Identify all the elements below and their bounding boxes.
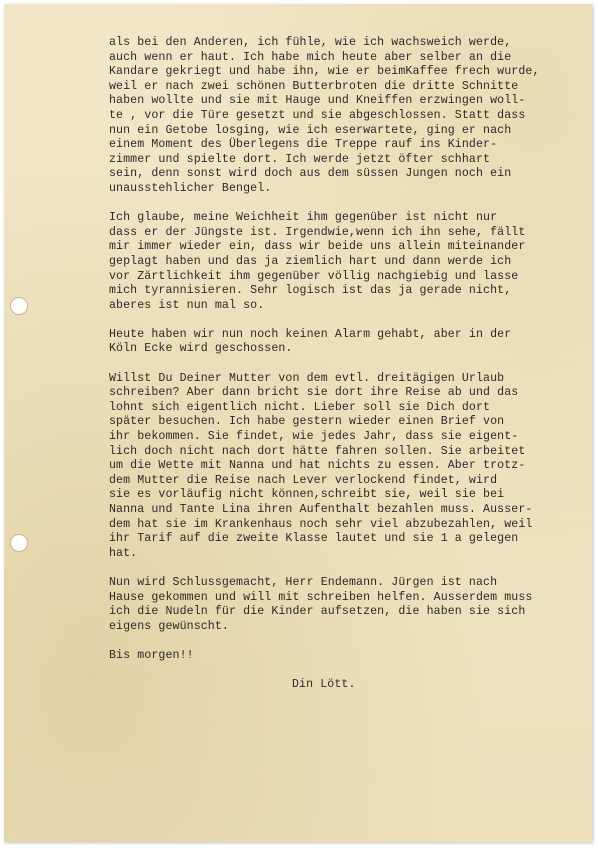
text-line: Nun wird Schlussgemacht, Herr Endemann. Jürgen ist nach [109,575,498,589]
paragraph-gap [109,357,564,372]
text-line: Kandare gekriegt und habe ihn, wie er beimKaffee frech wurde, [109,65,540,79]
text-line: mich tyrannisieren. Sehr logisch ist das ja gerade nicht, [109,284,512,298]
text-line: lich doch nicht nach dort hätte fahren sollen. Sie arbeitet [109,444,526,458]
text-line: dem hat sie im Krankenhaus noch sehr viel abzubezahlen, weil [109,517,533,531]
text-line: Köln Ecke wird geschossen. [109,342,293,356]
signature: Din Lött. [292,678,356,692]
text-line: ihr bekommen. Sie findet, wie jedes Jahr, dass sie eigent- [109,430,519,444]
paragraph-gap [109,561,564,576]
text-line: te , vor die Türe gesetzt und sie abgeschlossen. Statt dass [109,108,526,122]
text-line: mir immer wieder ein, dass wir beide uns allein miteinander [109,240,526,254]
text-line: haben wollte und sie mit Hauge und Kneiffen erzwingen woll- [109,94,526,108]
paragraph-3 [109,328,564,357]
text-line: ich die Nudeln für die Kinder aufsetzen, die haben sie sich [109,605,526,619]
paragraph-5 [109,576,564,634]
text-line: sie es vorläufig nicht können,schreibt sie, weil sie bei [109,488,505,502]
text-line: aberes ist nun mal so. [109,298,265,312]
letter-page [4,4,592,842]
letter-body [109,36,564,693]
text-line: später besuchen. Ich habe gestern wieder einen Brief von [109,415,505,429]
text-line: Heute haben wir nun noch keinen Alarm gehabt, aber in der [109,327,512,341]
text-line: dem Mutter die Reise nach Lever verlockend findet, wird [109,473,498,487]
text-line: hat. [109,546,138,560]
text-line: Willst Du Deiner Mutter von dem evtl. dreitägigen Urlaub [109,371,505,385]
text-line: einem Moment des Überlegens die Treppe rauf ins Kinder- [109,138,498,152]
closing-greeting: Bis morgen!! [109,648,194,662]
paragraph-1 [109,36,564,197]
text-line: geplagt haben und das ja ziemlich hart und dann werde ich [109,254,512,268]
text-line: vor Zärtlichkeit ihm gegenüber völlig nachgiebig und lasse [109,269,519,283]
text-line: auch wenn er haut. Ich habe mich heute aber selber an die [109,50,512,64]
paragraph-4 [109,372,564,562]
paragraph-2 [109,211,564,313]
paragraph-gap [109,197,564,212]
paragraph-gap [109,664,564,679]
text-line: Ich glaube, meine Weichheit ihm gegenüber ist nicht nur [109,211,498,225]
text-line: weil er nach zwei schönen Butterbroten die dritte Schnitte [109,79,519,93]
text-line: sein, denn sonst wird doch aus dem süssen Jungen noch ein [109,167,512,181]
text-line: lohnt sich eigentlich nicht. Lieber soll sie Dich dort [109,400,491,414]
text-line: ihr Tarif auf die zweite Klasse lautet und sie 1 a gelegen [109,532,519,546]
text-line: als bei den Anderen, ich fühle, wie ich wachsweich werde, [109,36,512,49]
paragraph-gap [109,313,564,328]
text-line: nun ein Getobe losging, wie ich eserwartete, ging er nach [109,123,512,137]
punch-hole-top [10,297,28,315]
text-line: schreiben? Aber dann bricht sie dort ihre Reise ab und das [109,386,519,400]
punch-hole-bottom [10,534,28,552]
text-line: dass er der Jüngste ist. Irgendwie,wenn ich ihn sehe, fällt [109,225,526,239]
paragraph-gap [109,634,564,649]
text-line: eigens gewünscht. [109,619,229,633]
text-line: Hause gekommen und will mit schreiben helfen. Ausserdem muss [109,590,533,604]
text-line: Nanna und Tante Lina ihren Aufenthalt bezahlen muss. Ausser- [109,503,533,516]
text-line: zimmer und spielte dort. Ich werde jetzt öfter schhart [109,152,491,166]
text-line: unausstehlicher Bengel. [109,181,272,195]
text-line: um die Wette mit Nanna und hat nichts zu essen. Aber trotz- [109,459,526,473]
